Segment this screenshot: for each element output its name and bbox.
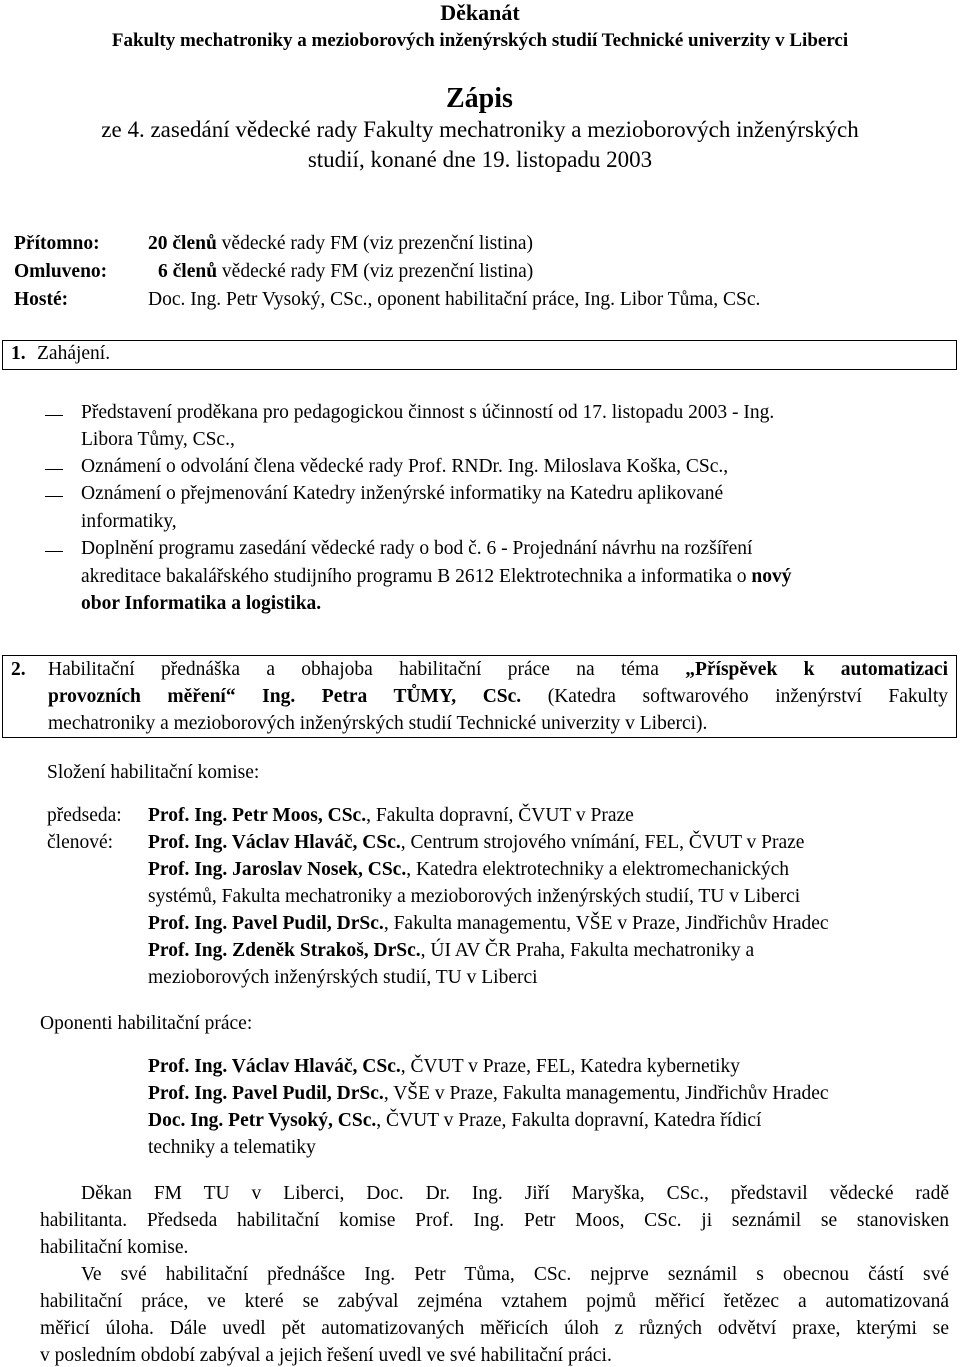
guests-value: Doc. Ing. Petr Vysoký, CSc., oponent habilitační práce, Ing. Libor Tůma, CSc. (148, 289, 761, 310)
committee-member-affiliation: , Centrum strojového vnímání, FEL, ČVUT v Praze (400, 832, 805, 853)
opponent-row (148, 1083, 829, 1105)
committee-member-affiliation: , Fakulta dopravní, ČVUT v Praze (366, 805, 634, 826)
opponent-continuation: techniky a telematiky (148, 1137, 316, 1158)
opponent-row (148, 1056, 740, 1078)
section2-box (2, 655, 957, 738)
dean-office-heading: Děkanát (440, 0, 520, 25)
section2-candidate: provozních měření“ Ing. Petra TŮMY, CSc. (48, 686, 522, 707)
committee-member-name: Prof. Ing. Pavel Pudil, DrSc. (148, 913, 384, 934)
paragraph2-line3: měřicí úloha. Dále uvedl pět automatizovaných měřicích úloh z různých odvětví praxe, kterými se (40, 1318, 949, 1339)
minutes-title: Zápis (446, 83, 513, 114)
committee-members-label: členové: (47, 832, 114, 853)
opponent-affiliation: , ČVUT v Praze, Fakulta dopravní, Katedra řídicí (376, 1110, 762, 1131)
committee-chair-label: předseda: (47, 805, 122, 826)
minutes-subtitle-line2: studií, konané dne 19. listopadu 2003 (307, 147, 653, 172)
committee-member-row (148, 859, 789, 881)
committee-member-affiliation: , ÚI AV ČR Praha, Fakulta mechatroniky a (420, 940, 755, 961)
agenda-item-1-line1: Představení proděkana pro pedagogickou činnost s účinností od 17. listopadu 2003 - Ing. (81, 402, 775, 423)
section2-line2-text: (Katedra softwarového inženýrství Fakulty (521, 686, 948, 707)
committee-member-name: Prof. Ing. Zdeněk Strakoš, DrSc. (148, 940, 421, 961)
present-count: 20 členů (148, 233, 217, 254)
excused-text: vědecké rady FM (viz prezenční listina) (217, 261, 534, 282)
bullet-dash (45, 551, 63, 552)
section1-title: Zahájení. (37, 343, 111, 364)
agenda-item-3-line1: Oznámení o přejmenování Katedry inženýrské informatiky na Katedru aplikované (81, 483, 724, 504)
bullet-dash (45, 469, 63, 470)
opponent-name: Prof. Ing. Václav Hlaváč, CSc. (148, 1056, 401, 1077)
minutes-subtitle-line1: ze 4. zasedání vědecké rady Fakulty mechatroniky a mezioborových inženýrských (101, 117, 859, 142)
agenda-item-3-line2: informatiky, (81, 511, 177, 532)
section2-line2 (48, 686, 948, 708)
guests-label: Hosté: (14, 289, 69, 310)
committee-member-name: Prof. Ing. Petr Moos, CSc. (148, 805, 367, 826)
paragraph2-line4: v posledním období zabýval a jejich řešení uvedl ve své habilitační práci. (40, 1345, 612, 1366)
committee-member-name: Prof. Ing. Jaroslav Nosek, CSc. (148, 859, 407, 880)
bullet-dash (45, 496, 63, 497)
opponent-affiliation: , VŠE v Praze, Fakulta managementu, Jindřichův Hradec (383, 1083, 829, 1104)
agenda-item-4-line2-bold: nový (751, 566, 792, 587)
opponents-heading: Oponenti habilitační práce: (40, 1013, 253, 1034)
agenda-item-4-line3: obor Informatika a logistika. (81, 593, 322, 614)
agenda-item-4-line2-text: akreditace bakalářského studijního programu B 2612 Elektrotechnika a informatika o (81, 566, 752, 587)
section2-line1-text: Habilitační přednáška a obhajoba habilitační práce na téma (48, 659, 686, 680)
section1-number: 1. (11, 343, 26, 364)
faculty-heading: Fakulty mechatroniky a mezioborových inženýrských studií Technické univerzity v Liberci (111, 30, 849, 51)
committee-member-continuation: mezioborových inženýrských studií, TU v Liberci (148, 967, 538, 988)
committee-member-affiliation: , Fakulta managementu, VŠE v Praze, Jindřichův Hradec (383, 913, 829, 934)
paragraph2-line2: habilitační práce, ve které se zabýval zejména vztahem pojmů měřicí řetězec a automatizovaná (40, 1291, 949, 1312)
present-label: Přítomno: (14, 233, 100, 254)
paragraph2-line1: Ve své habilitační přednášce Ing. Petr Tůma, CSc. nejprve seznámil s obecnou částí své (81, 1264, 949, 1285)
committee-member-row (148, 832, 804, 854)
opponent-name: Prof. Ing. Pavel Pudil, DrSc. (148, 1083, 384, 1104)
bullet-dash (45, 415, 63, 416)
agenda-item-4-line2 (81, 566, 791, 588)
paragraph1-line3: habilitační komise. (40, 1237, 189, 1258)
committee-member-row (148, 913, 829, 935)
excused-label: Omluveno: (14, 261, 108, 282)
section2-line3: mechatroniky a mezioborových inženýrských studií Technické univerzity v Liberci). (48, 713, 708, 734)
committee-member-name: Prof. Ing. Václav Hlaváč, CSc. (148, 832, 401, 853)
section2-topic-start: „Příspěvek k automatizaci (685, 659, 949, 680)
present-text: vědecké rady FM (viz prezenční listina) (216, 233, 534, 254)
committee-member-row (148, 940, 754, 962)
agenda-item-4-line1: Doplnění programu zasedání vědecké rady o bod č. 6 - Projednání návrhu na rozšíření (81, 538, 753, 559)
agenda-item-2-line1: Oznámení o odvolání člena vědecké rady Prof. RNDr. Ing. Miloslava Koška, CSc., (81, 456, 729, 477)
agenda-item-1-line2: Libora Tůmy, CSc., (81, 429, 235, 450)
paragraph1-line2: habilitanta. Předseda habilitační komise Prof. Ing. Petr Moos, CSc. ji seznámil se stanovisken (40, 1210, 949, 1231)
section2-number: 2. (11, 659, 26, 680)
paragraph1-line1: Děkan FM TU v Liberci, Doc. Dr. Ing. Jiří Maryška, CSc., představil vědecké radě (81, 1183, 949, 1204)
section1-heading-box (2, 340, 957, 370)
present-value (148, 233, 533, 255)
section2-line1 (48, 659, 948, 681)
committee-heading: Složení habilitační komise: (47, 762, 260, 783)
committee-member-affiliation: , Katedra elektrotechniky a elektromechanických (406, 859, 789, 880)
excused-count: 6 členů (158, 261, 218, 282)
opponent-name: Doc. Ing. Petr Vysoký, CSc. (148, 1110, 377, 1131)
excused-value (158, 261, 533, 283)
opponent-row (148, 1110, 761, 1132)
opponent-affiliation: , ČVUT v Praze, FEL, Katedra kybernetiky (400, 1056, 740, 1077)
committee-member-continuation: systémů, Fakulta mechatroniky a mezioborových inženýrských studií, TU v Liberci (148, 886, 801, 907)
committee-member-row (148, 805, 634, 827)
